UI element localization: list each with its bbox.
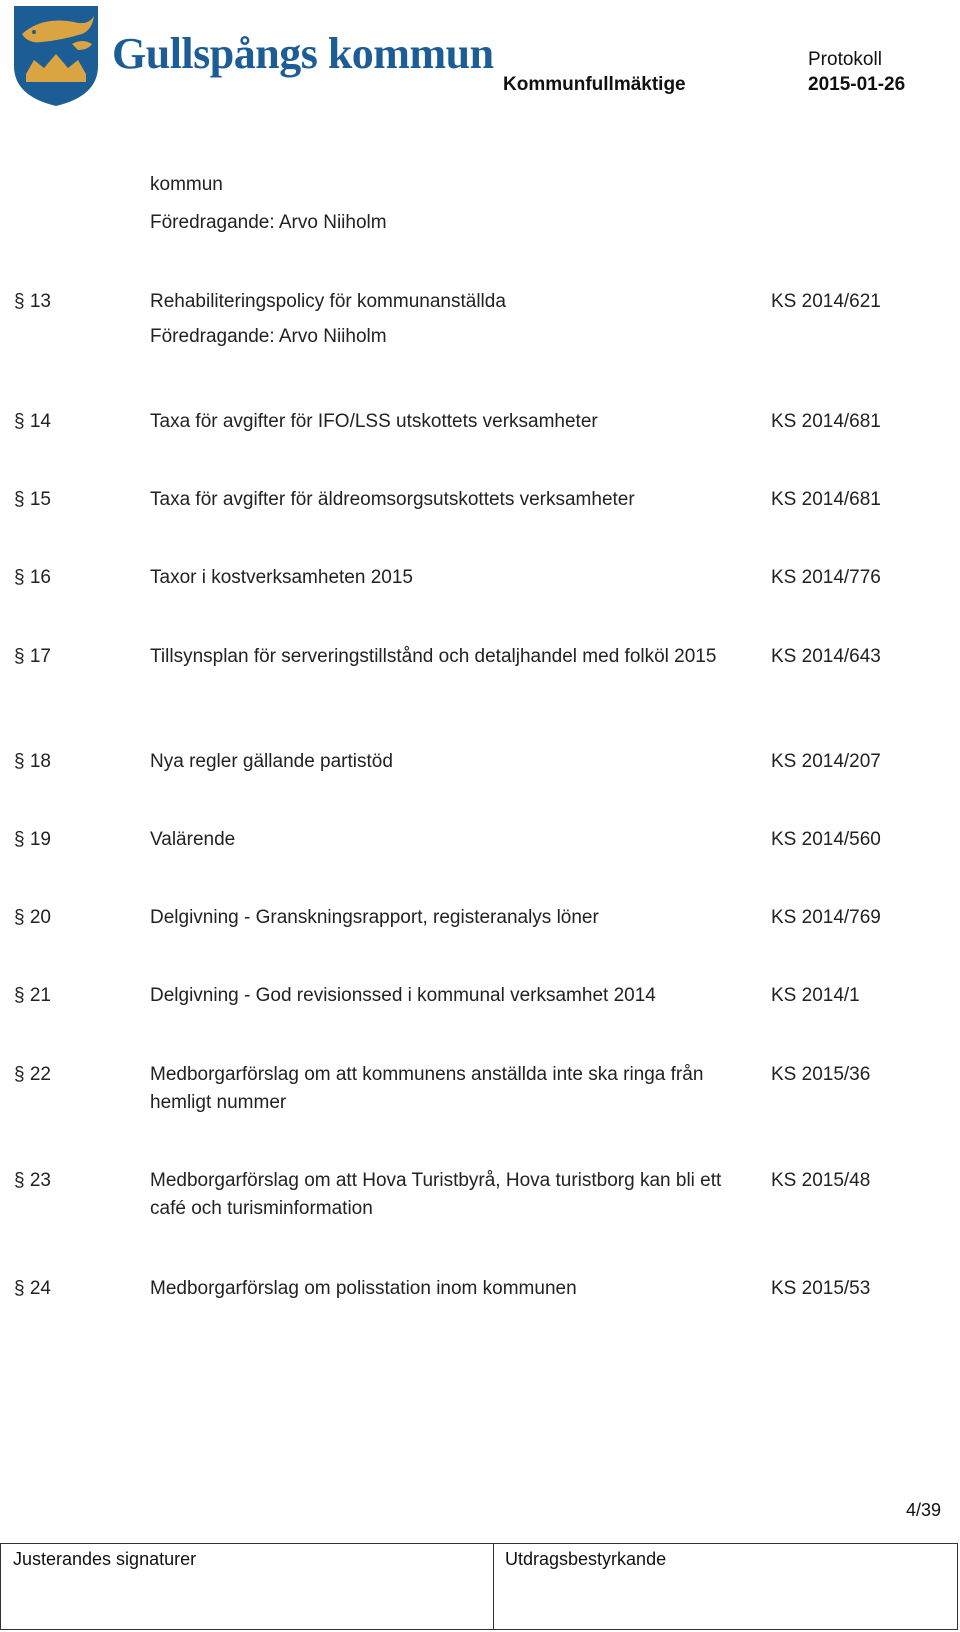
case-reference: KS 2014/681 — [771, 489, 881, 510]
document-type: Protokoll — [808, 49, 882, 70]
section-number: § 21 — [14, 985, 51, 1006]
continued-title-line: kommun — [150, 174, 223, 195]
case-reference: KS 2014/776 — [771, 567, 881, 588]
case-reference: KS 2014/681 — [771, 411, 881, 432]
case-reference: KS 2014/1 — [771, 985, 860, 1006]
section-number: § 18 — [14, 751, 51, 772]
case-reference: KS 2015/48 — [771, 1170, 871, 1191]
section-number: § 24 — [14, 1278, 51, 1299]
section-number: § 15 — [14, 489, 51, 510]
item-title: Taxa för avgifter för äldreomsorgsutskottets verksamheter — [150, 489, 635, 510]
item-title: Tillsynsplan för serveringstillstånd och detaljhandel med folköl 2015 — [150, 646, 717, 667]
section-number: § 19 — [14, 829, 51, 850]
meeting-date: 2015-01-26 — [808, 74, 906, 95]
case-reference: KS 2014/621 — [771, 291, 881, 312]
section-number: § 14 — [14, 411, 51, 432]
item-presenter: Föredragande: Arvo Niiholm — [150, 326, 387, 347]
signature-footer — [0, 1543, 958, 1630]
organization-name: Gullspångs kommun — [112, 29, 494, 78]
case-reference: KS 2015/36 — [771, 1064, 871, 1085]
section-number: § 23 — [14, 1170, 51, 1191]
extract-certification-label: Utdragsbestyrkande — [505, 1549, 667, 1569]
governing-body: Kommunfullmäktige — [503, 74, 686, 95]
section-number: § 20 — [14, 907, 51, 928]
adjuster-signatures-label: Justerandes signaturer — [13, 1549, 197, 1569]
item-title: Nya regler gällande partistöd — [150, 751, 393, 772]
page-number: 4/39 — [906, 1500, 942, 1520]
case-reference: KS 2014/769 — [771, 907, 881, 928]
continued-presenter: Föredragande: Arvo Niiholm — [150, 212, 387, 233]
case-reference: KS 2014/207 — [771, 751, 881, 772]
section-number: § 16 — [14, 567, 51, 588]
case-reference: KS 2014/643 — [771, 646, 881, 667]
item-title: Delgivning - God revisionssed i kommunal verksamhet 2014 — [150, 985, 656, 1006]
item-title: Valärende — [150, 829, 236, 850]
section-number: § 17 — [14, 646, 51, 667]
section-number: § 22 — [14, 1064, 51, 1085]
item-title: Rehabiliteringspolicy för kommunanställda — [150, 291, 506, 312]
item-title: Medborgarförslag om att kommunens anställda inte ska ringa från hemligt nummer — [150, 1064, 704, 1113]
municipal-coat-of-arms-icon — [12, 4, 100, 108]
item-title: Delgivning - Granskningsrapport, registeranalys löner — [150, 907, 599, 928]
section-number: § 13 — [14, 291, 51, 312]
item-title: Taxor i kostverksamheten 2015 — [150, 567, 413, 588]
item-title: Taxa för avgifter för IFO/LSS utskottets verksamheter — [150, 411, 598, 432]
case-reference: KS 2015/53 — [771, 1278, 871, 1299]
item-title: Medborgarförslag om polisstation inom kommunen — [150, 1278, 577, 1299]
case-reference: KS 2014/560 — [771, 829, 881, 850]
item-title: Medborgarförslag om att Hova Turistbyrå, Hova turistborg kan bli ett café och turisminformation — [150, 1170, 722, 1219]
footer-divider — [493, 1544, 494, 1629]
